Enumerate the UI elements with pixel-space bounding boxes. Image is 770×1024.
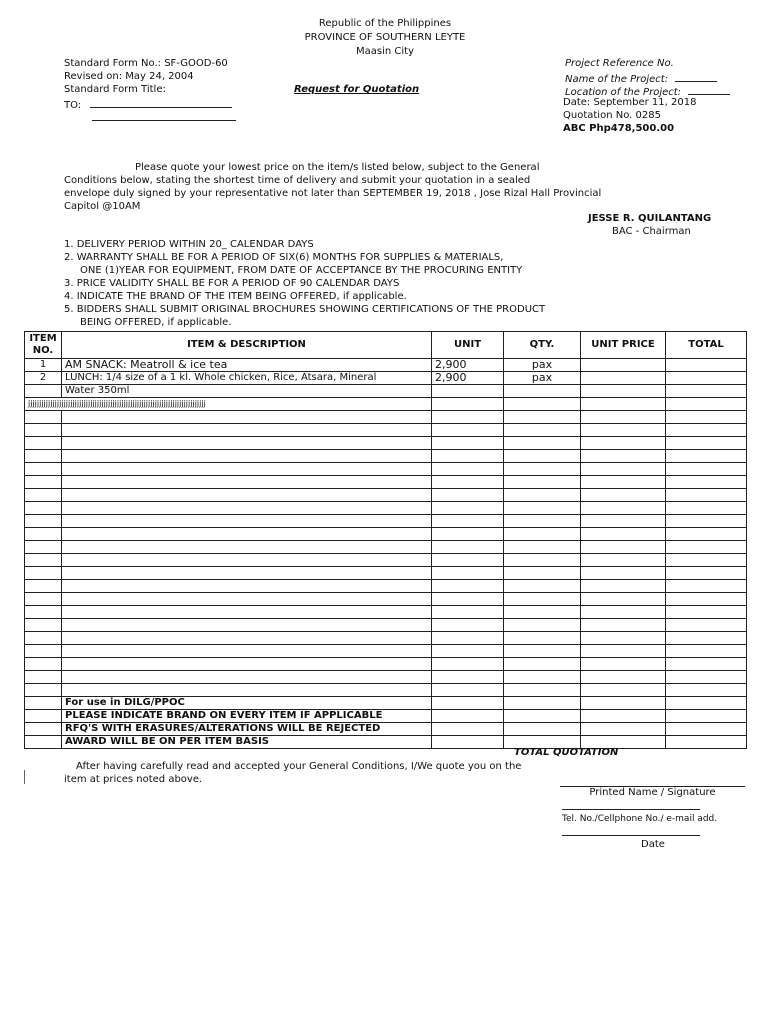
- table-row: [25, 632, 747, 645]
- header-total: TOTAL: [666, 332, 747, 359]
- abc-amount: ABC Php478,500.00: [563, 123, 675, 134]
- intro-line-3: envelope duly signed by your representative not later than SEPTEMBER 19, 2018 , Jose Rizal Hall Provincial: [64, 188, 602, 199]
- project-name-blank[interactable]: [675, 71, 717, 82]
- blank-cell: [25, 658, 62, 671]
- blank-cell[interactable]: [581, 541, 666, 554]
- blank-cell: [504, 554, 581, 567]
- blank-cell: [62, 658, 432, 671]
- blank-cell[interactable]: [581, 424, 666, 437]
- blank-cell[interactable]: [581, 567, 666, 580]
- blank-cell[interactable]: [666, 606, 747, 619]
- item-no-cell: 2: [25, 372, 62, 385]
- items-table: [24, 331, 747, 749]
- table-row: [25, 450, 747, 463]
- table-row: [25, 567, 747, 580]
- item-unit-price-cell[interactable]: [581, 385, 666, 398]
- blank-cell: [62, 528, 432, 541]
- blank-cell: [432, 476, 504, 489]
- blank-cell: [504, 619, 581, 632]
- table-row: [25, 723, 747, 736]
- table-row: [25, 619, 747, 632]
- blank-cell: [432, 658, 504, 671]
- blank-cell[interactable]: [666, 489, 747, 502]
- blank-cell[interactable]: [581, 580, 666, 593]
- blank-cell: [25, 632, 62, 645]
- blank-cell: [504, 411, 581, 424]
- table-row: [25, 476, 747, 489]
- blank-cell: [62, 450, 432, 463]
- contact-line[interactable]: [562, 809, 700, 810]
- blank-cell: [25, 645, 62, 658]
- project-location-row: [565, 84, 730, 98]
- blank-cell: [432, 450, 504, 463]
- table-row: [25, 489, 747, 502]
- quotation-no: Quotation No. 0285: [563, 110, 661, 121]
- item-desc-cell: LUNCH: 1/4 size of a 1 kl. Whole chicken, Rice, Atsara, Mineral: [62, 372, 432, 385]
- item-unit-cell: [432, 385, 504, 398]
- table-row: [25, 463, 747, 476]
- item-total-cell[interactable]: [666, 372, 747, 385]
- blank-cell: [504, 476, 581, 489]
- table-row: [25, 671, 747, 684]
- table-row: [25, 554, 747, 567]
- to-label: TO:: [64, 100, 82, 111]
- blank-cell[interactable]: [666, 476, 747, 489]
- standard-form-no: Standard Form No.: SF-GOOD-60: [64, 58, 228, 69]
- blank-cell: [504, 580, 581, 593]
- blank-cell: [504, 424, 581, 437]
- blank-cell: [25, 528, 62, 541]
- blank-cell[interactable]: [666, 619, 747, 632]
- table-row: [25, 372, 747, 385]
- blank-cell[interactable]: [666, 567, 747, 580]
- table-row: [25, 697, 747, 710]
- condition-1: 1. DELIVERY PERIOD WITHIN 20_ CALENDAR DAYS: [64, 239, 314, 250]
- blank-cell: [62, 671, 432, 684]
- header-unit-price: UNIT PRICE: [581, 332, 666, 359]
- table-row: [25, 411, 747, 424]
- item-qty-cell: pax: [504, 372, 581, 385]
- blank-cell: [432, 632, 504, 645]
- blank-cell: [432, 580, 504, 593]
- item-qty-cell: [504, 385, 581, 398]
- item-unit-cell: 2,900: [432, 359, 504, 372]
- total-quotation-label: TOTAL QUOTATION: [514, 747, 619, 758]
- blank-cell[interactable]: [581, 606, 666, 619]
- blank-cell[interactable]: [581, 437, 666, 450]
- table-row: [25, 593, 747, 606]
- condition-3: 3. PRICE VALIDITY SHALL BE FOR A PERIOD OF 90 CALENDAR DAYS: [64, 278, 400, 289]
- header-city: Maasin City: [356, 46, 414, 57]
- blank-cell[interactable]: [666, 645, 747, 658]
- table-row: [25, 437, 747, 450]
- header-description: ITEM & DESCRIPTION: [62, 332, 432, 359]
- standard-form-title: Standard Form Title:: [64, 84, 166, 95]
- table-row: [25, 736, 747, 749]
- blank-cell[interactable]: [581, 593, 666, 606]
- item-unit-price-cell[interactable]: [581, 359, 666, 372]
- text-cursor: [24, 770, 25, 784]
- blank-cell[interactable]: [581, 671, 666, 684]
- blank-cell: [432, 567, 504, 580]
- blank-cell[interactable]: [581, 515, 666, 528]
- to-blank-1[interactable]: [90, 97, 232, 108]
- blank-cell[interactable]: [666, 515, 747, 528]
- blank-cell: [432, 619, 504, 632]
- contact-label: Tel. No./Cellphone No./ e-mail add.: [562, 814, 718, 824]
- blank-cell[interactable]: [581, 528, 666, 541]
- blank-cell: [504, 541, 581, 554]
- blank-cell: [504, 645, 581, 658]
- note-2: PLEASE INDICATE BRAND ON EVERY ITEM IF APPLICABLE: [62, 710, 432, 723]
- blank-cell: [432, 554, 504, 567]
- blank-cell[interactable]: [666, 411, 747, 424]
- item-qty-cell: pax: [504, 359, 581, 372]
- to-blank-2[interactable]: [92, 120, 236, 121]
- blank-cell: [432, 463, 504, 476]
- item-no-cell: [25, 385, 62, 398]
- table-row: [25, 541, 747, 554]
- blank-cell: [504, 593, 581, 606]
- blank-cell: [504, 437, 581, 450]
- header-province: PROVINCE OF SOUTHERN LEYTE: [304, 32, 466, 43]
- note-4: AWARD WILL BE ON PER ITEM BASIS: [62, 736, 432, 749]
- table-row: [25, 684, 747, 697]
- blank-cell[interactable]: [581, 411, 666, 424]
- blank-cell: [432, 528, 504, 541]
- printed-name-label: Printed Name / Signature: [589, 787, 716, 798]
- blank-cell[interactable]: [666, 463, 747, 476]
- blank-cell: [25, 567, 62, 580]
- table-row: [25, 528, 747, 541]
- project-ref-no: Project Reference No.: [565, 58, 674, 69]
- filler-text-cell: jjjjjjjjjjjjjjjjjjjjjjjjjjjjjjjjjjjjjjjjjjjjjjjjjjjjjjjjjjjjjjjjjjjjjjjjjjjjjjjj: [25, 398, 432, 411]
- project-name-row: [565, 71, 717, 85]
- blank-cell: [62, 619, 432, 632]
- condition-2-cont: ONE (1)YEAR FOR EQUIPMENT, FROM DATE OF ACCEPTANCE BY THE PROCURING ENTITY: [80, 265, 523, 276]
- blank-cell[interactable]: [666, 684, 747, 697]
- blank-cell: [25, 593, 62, 606]
- blank-cell: [432, 437, 504, 450]
- blank-cell: [432, 489, 504, 502]
- blank-cell: [25, 502, 62, 515]
- intro-line-1: Please quote your lowest price on the item/s listed below, subject to the General: [135, 162, 540, 173]
- signatory-title: BAC - Chairman: [612, 226, 691, 237]
- blank-cell: [62, 632, 432, 645]
- blank-cell: [504, 502, 581, 515]
- blank-cell: [62, 684, 432, 697]
- blank-cell: [504, 567, 581, 580]
- header-qty: QTY.: [504, 332, 581, 359]
- table-row: [25, 385, 747, 398]
- blank-cell[interactable]: [666, 593, 747, 606]
- table-row: [25, 645, 747, 658]
- to-row: [64, 97, 232, 111]
- header-republic: Republic of the Philippines: [318, 18, 452, 29]
- blank-cell: [25, 463, 62, 476]
- date-line[interactable]: [562, 835, 700, 836]
- blank-cell[interactable]: [666, 671, 747, 684]
- table-row: [25, 606, 747, 619]
- blank-cell: [62, 580, 432, 593]
- item-desc-cell: Water 350ml: [62, 385, 432, 398]
- blank-cell[interactable]: [581, 619, 666, 632]
- blank-cell[interactable]: [581, 632, 666, 645]
- blank-cell[interactable]: [581, 463, 666, 476]
- blank-cell: [25, 424, 62, 437]
- blank-cell: [25, 619, 62, 632]
- blank-cell: [62, 424, 432, 437]
- blank-cell: [432, 515, 504, 528]
- table-row: [25, 710, 747, 723]
- blank-cell: [62, 554, 432, 567]
- table-row: [25, 502, 747, 515]
- item-no-cell: 1: [25, 359, 62, 372]
- intro-line-4: Capitol @10AM: [64, 201, 141, 212]
- table-row: [25, 658, 747, 671]
- condition-4: 4. INDICATE THE BRAND OF THE ITEM BEING OFFERED, if applicable.: [64, 291, 407, 302]
- condition-5-cont: BEING OFFERED, if applicable.: [80, 317, 232, 328]
- table-row: [25, 580, 747, 593]
- blank-cell[interactable]: [581, 476, 666, 489]
- quotation-date: Date: September 11, 2018: [563, 97, 697, 108]
- condition-2: 2. WARRANTY SHALL BE FOR A PERIOD OF SIX(6) MONTHS FOR SUPPLIES & MATERIALS,: [64, 252, 504, 263]
- blank-cell: [25, 515, 62, 528]
- signatory-name: JESSE R. QUILANTANG: [588, 213, 712, 224]
- item-unit-price-cell[interactable]: [581, 372, 666, 385]
- blank-cell: [25, 476, 62, 489]
- condition-5: 5. BIDDERS SHALL SUBMIT ORIGINAL BROCHURES SHOWING CERTIFICATIONS OF THE PRODUCT: [64, 304, 546, 315]
- footer-line-1: After having carefully read and accepted your General Conditions, I/We quote you on the: [76, 761, 522, 772]
- project-name-label: Name of the Project:: [565, 74, 669, 85]
- blank-cell: [25, 411, 62, 424]
- blank-cell[interactable]: [581, 554, 666, 567]
- blank-cell: [25, 580, 62, 593]
- blank-cell: [25, 541, 62, 554]
- blank-cell: [504, 528, 581, 541]
- item-unit-cell: 2,900: [432, 372, 504, 385]
- blank-cell[interactable]: [581, 489, 666, 502]
- blank-cell: [432, 684, 504, 697]
- blank-cell: [432, 424, 504, 437]
- blank-cell: [62, 606, 432, 619]
- blank-cell: [25, 671, 62, 684]
- blank-cell: [62, 567, 432, 580]
- item-total-cell[interactable]: [666, 359, 747, 372]
- blank-cell: [62, 476, 432, 489]
- blank-cell: [504, 515, 581, 528]
- blank-cell[interactable]: [581, 450, 666, 463]
- blank-cell: [504, 658, 581, 671]
- blank-cell[interactable]: [666, 450, 747, 463]
- header-unit: UNIT: [432, 332, 504, 359]
- blank-cell: [432, 645, 504, 658]
- blank-cell[interactable]: [666, 580, 747, 593]
- blank-cell: [62, 489, 432, 502]
- blank-cell[interactable]: [666, 424, 747, 437]
- blank-cell: [25, 606, 62, 619]
- blank-cell: [25, 684, 62, 697]
- blank-cell: [25, 437, 62, 450]
- blank-cell: [62, 411, 432, 424]
- revised-on: Revised on: May 24, 2004: [64, 71, 194, 82]
- blank-cell[interactable]: [581, 645, 666, 658]
- blank-cell: [504, 489, 581, 502]
- blank-cell: [62, 515, 432, 528]
- table-row: [25, 359, 747, 372]
- blank-cell[interactable]: [666, 632, 747, 645]
- blank-cell: [432, 411, 504, 424]
- blank-cell: [504, 606, 581, 619]
- item-desc-cell: AM SNACK: Meatroll & ice tea: [62, 359, 432, 372]
- blank-cell[interactable]: [666, 502, 747, 515]
- blank-cell: [62, 541, 432, 554]
- blank-cell: [62, 463, 432, 476]
- blank-cell: [504, 450, 581, 463]
- blank-cell: [25, 450, 62, 463]
- blank-cell[interactable]: [666, 541, 747, 554]
- blank-cell[interactable]: [666, 658, 747, 671]
- blank-cell: [62, 645, 432, 658]
- table-row: [25, 398, 747, 411]
- blank-cell: [432, 541, 504, 554]
- blank-cell: [504, 684, 581, 697]
- blank-cell[interactable]: [666, 437, 747, 450]
- blank-cell[interactable]: [581, 658, 666, 671]
- date-label: Date: [641, 839, 665, 850]
- blank-cell: [504, 632, 581, 645]
- project-location-label: Location of the Project:: [565, 87, 682, 98]
- blank-cell: [432, 671, 504, 684]
- table-row: [25, 515, 747, 528]
- blank-cell: [25, 489, 62, 502]
- intro-line-2: Conditions below, stating the shortest time of delivery and submit your quotation in a sealed: [64, 175, 531, 186]
- table-row: [25, 424, 747, 437]
- blank-cell: [62, 593, 432, 606]
- blank-cell: [62, 502, 432, 515]
- blank-cell: [432, 502, 504, 515]
- blank-cell[interactable]: [581, 502, 666, 515]
- blank-cell[interactable]: [581, 684, 666, 697]
- blank-cell[interactable]: [666, 554, 747, 567]
- blank-cell[interactable]: [666, 528, 747, 541]
- blank-cell: [432, 606, 504, 619]
- blank-cell: [504, 463, 581, 476]
- blank-cell: [25, 554, 62, 567]
- header-item-no: ITEM NO.: [25, 332, 62, 359]
- item-total-cell[interactable]: [666, 385, 747, 398]
- blank-cell: [432, 593, 504, 606]
- form-title: Request for Quotation: [294, 84, 420, 95]
- note-1: For use in DILG/PPOC: [62, 697, 432, 710]
- project-location-blank[interactable]: [688, 84, 730, 95]
- blank-cell: [62, 437, 432, 450]
- footer-line-2: item at prices noted above.: [64, 774, 203, 785]
- blank-cell: [504, 671, 581, 684]
- note-3: RFQ'S WITH ERASURES/ALTERATIONS WILL BE REJECTED: [62, 723, 432, 736]
